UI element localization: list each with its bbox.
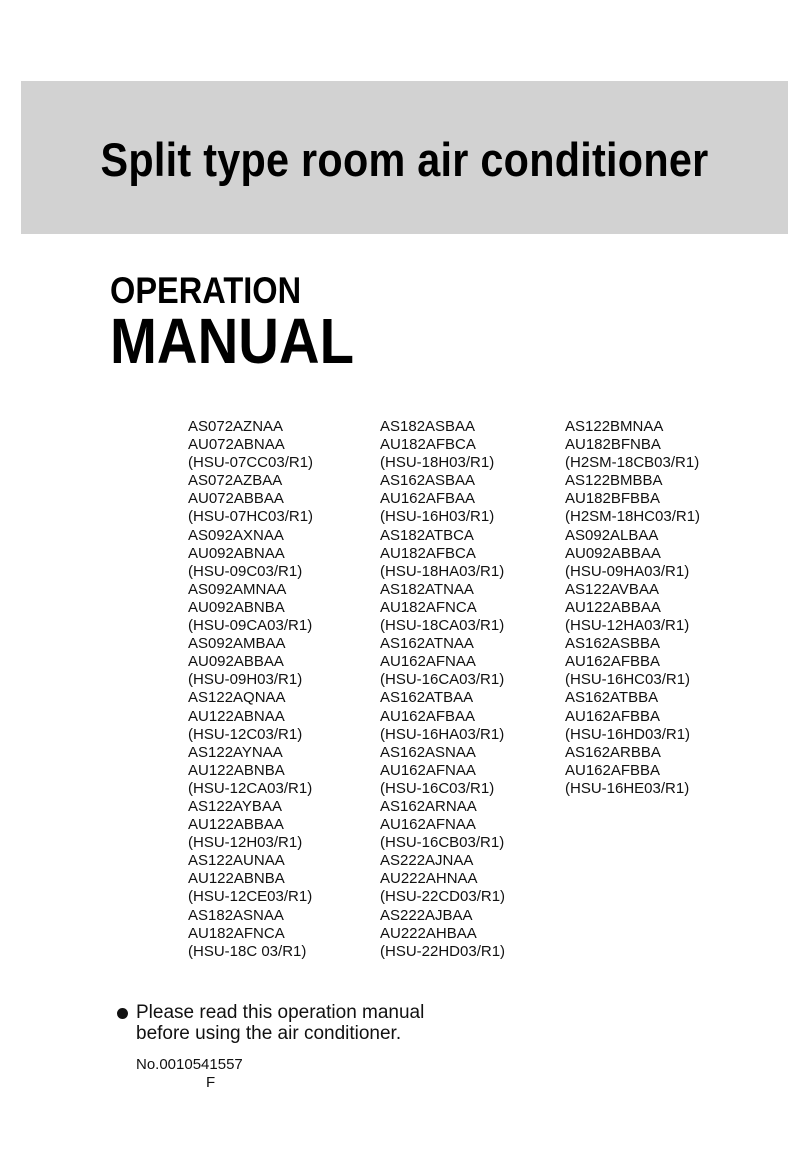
model-number: AU182BFBBA bbox=[565, 490, 661, 508]
model-number: (HSU-16HC03/R1) bbox=[565, 671, 691, 689]
model-number: (HSU-22HD03/R1) bbox=[380, 942, 506, 960]
model-number: AU122ABBAA bbox=[565, 598, 661, 616]
model-number: AS162ASNAA bbox=[380, 743, 476, 761]
model-number: (HSU-09C03/R1) bbox=[188, 562, 303, 580]
model-number: AU092ABNBA bbox=[188, 598, 285, 616]
model-number: (HSU-16HA03/R1) bbox=[380, 725, 505, 743]
model-number: (HSU-09H03/R1) bbox=[188, 671, 303, 689]
model-number: AS092AMBAA bbox=[188, 635, 286, 653]
model-number: AS072AZNAA bbox=[188, 418, 284, 435]
model-list-column-1 bbox=[188, 418, 313, 961]
model-number: (H2SM-18HC03/R1) bbox=[565, 508, 701, 526]
model-number: (HSU-22CD03/R1) bbox=[380, 888, 506, 906]
model-number: AS162ARNAA bbox=[380, 797, 477, 815]
model-number: AU182AFBCA bbox=[380, 544, 476, 562]
model-number: AU162AFBBA bbox=[565, 707, 661, 725]
model-number: (HSU-18C 03/R1) bbox=[188, 942, 307, 960]
model-number: (HSU-18HA03/R1) bbox=[380, 562, 505, 580]
model-list-column-3 bbox=[565, 418, 700, 798]
model-number: AU162AFBAA bbox=[380, 707, 476, 725]
model-number: AS092ALBAA bbox=[565, 526, 659, 544]
model-number: (HSU-16HD03/R1) bbox=[565, 725, 691, 743]
model-number: AU122ABNAA bbox=[188, 707, 285, 725]
model-number: AU122ABNBA bbox=[188, 761, 285, 779]
model-number: (HSU-18CA03/R1) bbox=[380, 617, 505, 635]
model-number: AU162AFBAA bbox=[380, 490, 476, 508]
model-number: (HSU-12CA03/R1) bbox=[188, 779, 313, 797]
model-number: AU072ABNAA bbox=[188, 436, 285, 454]
document-number: No.0010541557 bbox=[136, 1056, 243, 1073]
model-number: AU222AHBAA bbox=[380, 924, 477, 942]
model-number: AS122BMBBA bbox=[565, 472, 663, 490]
model-number: AU162AFNAA bbox=[380, 653, 476, 671]
model-number: AU182AFBCA bbox=[380, 436, 476, 454]
model-number: AU222AHNAA bbox=[380, 870, 478, 888]
model-number: (HSU-16C03/R1) bbox=[380, 779, 495, 797]
model-list-column-2 bbox=[380, 418, 505, 961]
model-number: (HSU-18H03/R1) bbox=[380, 454, 495, 472]
model-number: (HSU-12CE03/R1) bbox=[188, 888, 313, 906]
title-banner bbox=[21, 81, 788, 234]
model-number: AS122AVBAA bbox=[565, 580, 659, 598]
model-number: AS122AYBAA bbox=[188, 797, 282, 815]
model-number: AS182ATNAA bbox=[380, 580, 474, 598]
model-number: (HSU-12H03/R1) bbox=[188, 834, 303, 852]
model-number: AU182AFNCA bbox=[380, 598, 477, 616]
model-number: AS182ASBAA bbox=[380, 418, 476, 435]
model-number: AU092ABBAA bbox=[188, 653, 284, 671]
model-number: AS162ATNAA bbox=[380, 635, 474, 653]
model-number: AU072ABBAA bbox=[188, 490, 284, 508]
model-number: AS092AMNAA bbox=[188, 580, 287, 598]
model-number: (HSU-16HE03/R1) bbox=[565, 779, 690, 797]
model-number: (HSU-07CC03/R1) bbox=[188, 454, 314, 472]
model-number: AS072AZBAA bbox=[188, 472, 283, 490]
read-manual-notice bbox=[117, 1002, 424, 1044]
model-number: (HSU-12C03/R1) bbox=[188, 725, 303, 743]
model-number: AS162ATBBA bbox=[565, 689, 659, 707]
model-number: AU092ABNAA bbox=[188, 544, 285, 562]
model-number: (HSU-16CA03/R1) bbox=[380, 671, 505, 689]
model-number: AS122AUNAA bbox=[188, 852, 285, 870]
model-number: AS122AQNAA bbox=[188, 689, 286, 707]
model-number: AU162AFBBA bbox=[565, 761, 661, 779]
model-number: AS162ARBBA bbox=[565, 743, 661, 761]
model-number: AS092AXNAA bbox=[188, 526, 284, 544]
model-number: AU182BFNBA bbox=[565, 436, 661, 454]
notice-line-2: before using the air conditioner. bbox=[136, 1023, 402, 1044]
model-number: AS222AJBAA bbox=[380, 906, 473, 924]
heading-operation: OPERATION bbox=[110, 270, 302, 311]
model-number: AU092ABBAA bbox=[565, 544, 661, 562]
model-number: AU122ABBAA bbox=[188, 816, 284, 834]
model-number: (HSU-16H03/R1) bbox=[380, 508, 495, 526]
model-number: (HSU-12HA03/R1) bbox=[565, 617, 690, 635]
model-number: (HSU-09CA03/R1) bbox=[188, 617, 313, 635]
heading-manual: MANUAL bbox=[110, 305, 355, 377]
model-number: AS182ATBCA bbox=[380, 526, 474, 544]
notice-line-1: Please read this operation manual bbox=[136, 1002, 425, 1023]
model-number: AS122AYNAA bbox=[188, 743, 283, 761]
document-title: Split type room air conditioner bbox=[100, 133, 709, 186]
model-number: AU122ABNBA bbox=[188, 870, 285, 888]
model-number: (HSU-07HC03/R1) bbox=[188, 508, 314, 526]
model-number: AS162ATBAA bbox=[380, 689, 474, 707]
model-number: AS222AJNAA bbox=[380, 852, 474, 870]
model-number: AS162ASBAA bbox=[380, 472, 476, 490]
model-number: AS162ASBBA bbox=[565, 635, 661, 653]
model-number: AS122BMNAA bbox=[565, 418, 664, 435]
document-revision: F bbox=[206, 1074, 216, 1091]
model-number: (HSU-09HA03/R1) bbox=[565, 562, 690, 580]
model-number: AS182ASNAA bbox=[188, 906, 284, 924]
model-number: AU162AFBBA bbox=[565, 653, 661, 671]
model-number: AU162AFNAA bbox=[380, 816, 476, 834]
model-number: (HSU-16CB03/R1) bbox=[380, 834, 505, 852]
notice-text bbox=[136, 1002, 424, 1044]
model-number: (H2SM-18CB03/R1) bbox=[565, 454, 700, 472]
bullet-icon bbox=[117, 1008, 128, 1019]
model-number: AU162AFNAA bbox=[380, 761, 476, 779]
model-number: AU182AFNCA bbox=[188, 924, 285, 942]
